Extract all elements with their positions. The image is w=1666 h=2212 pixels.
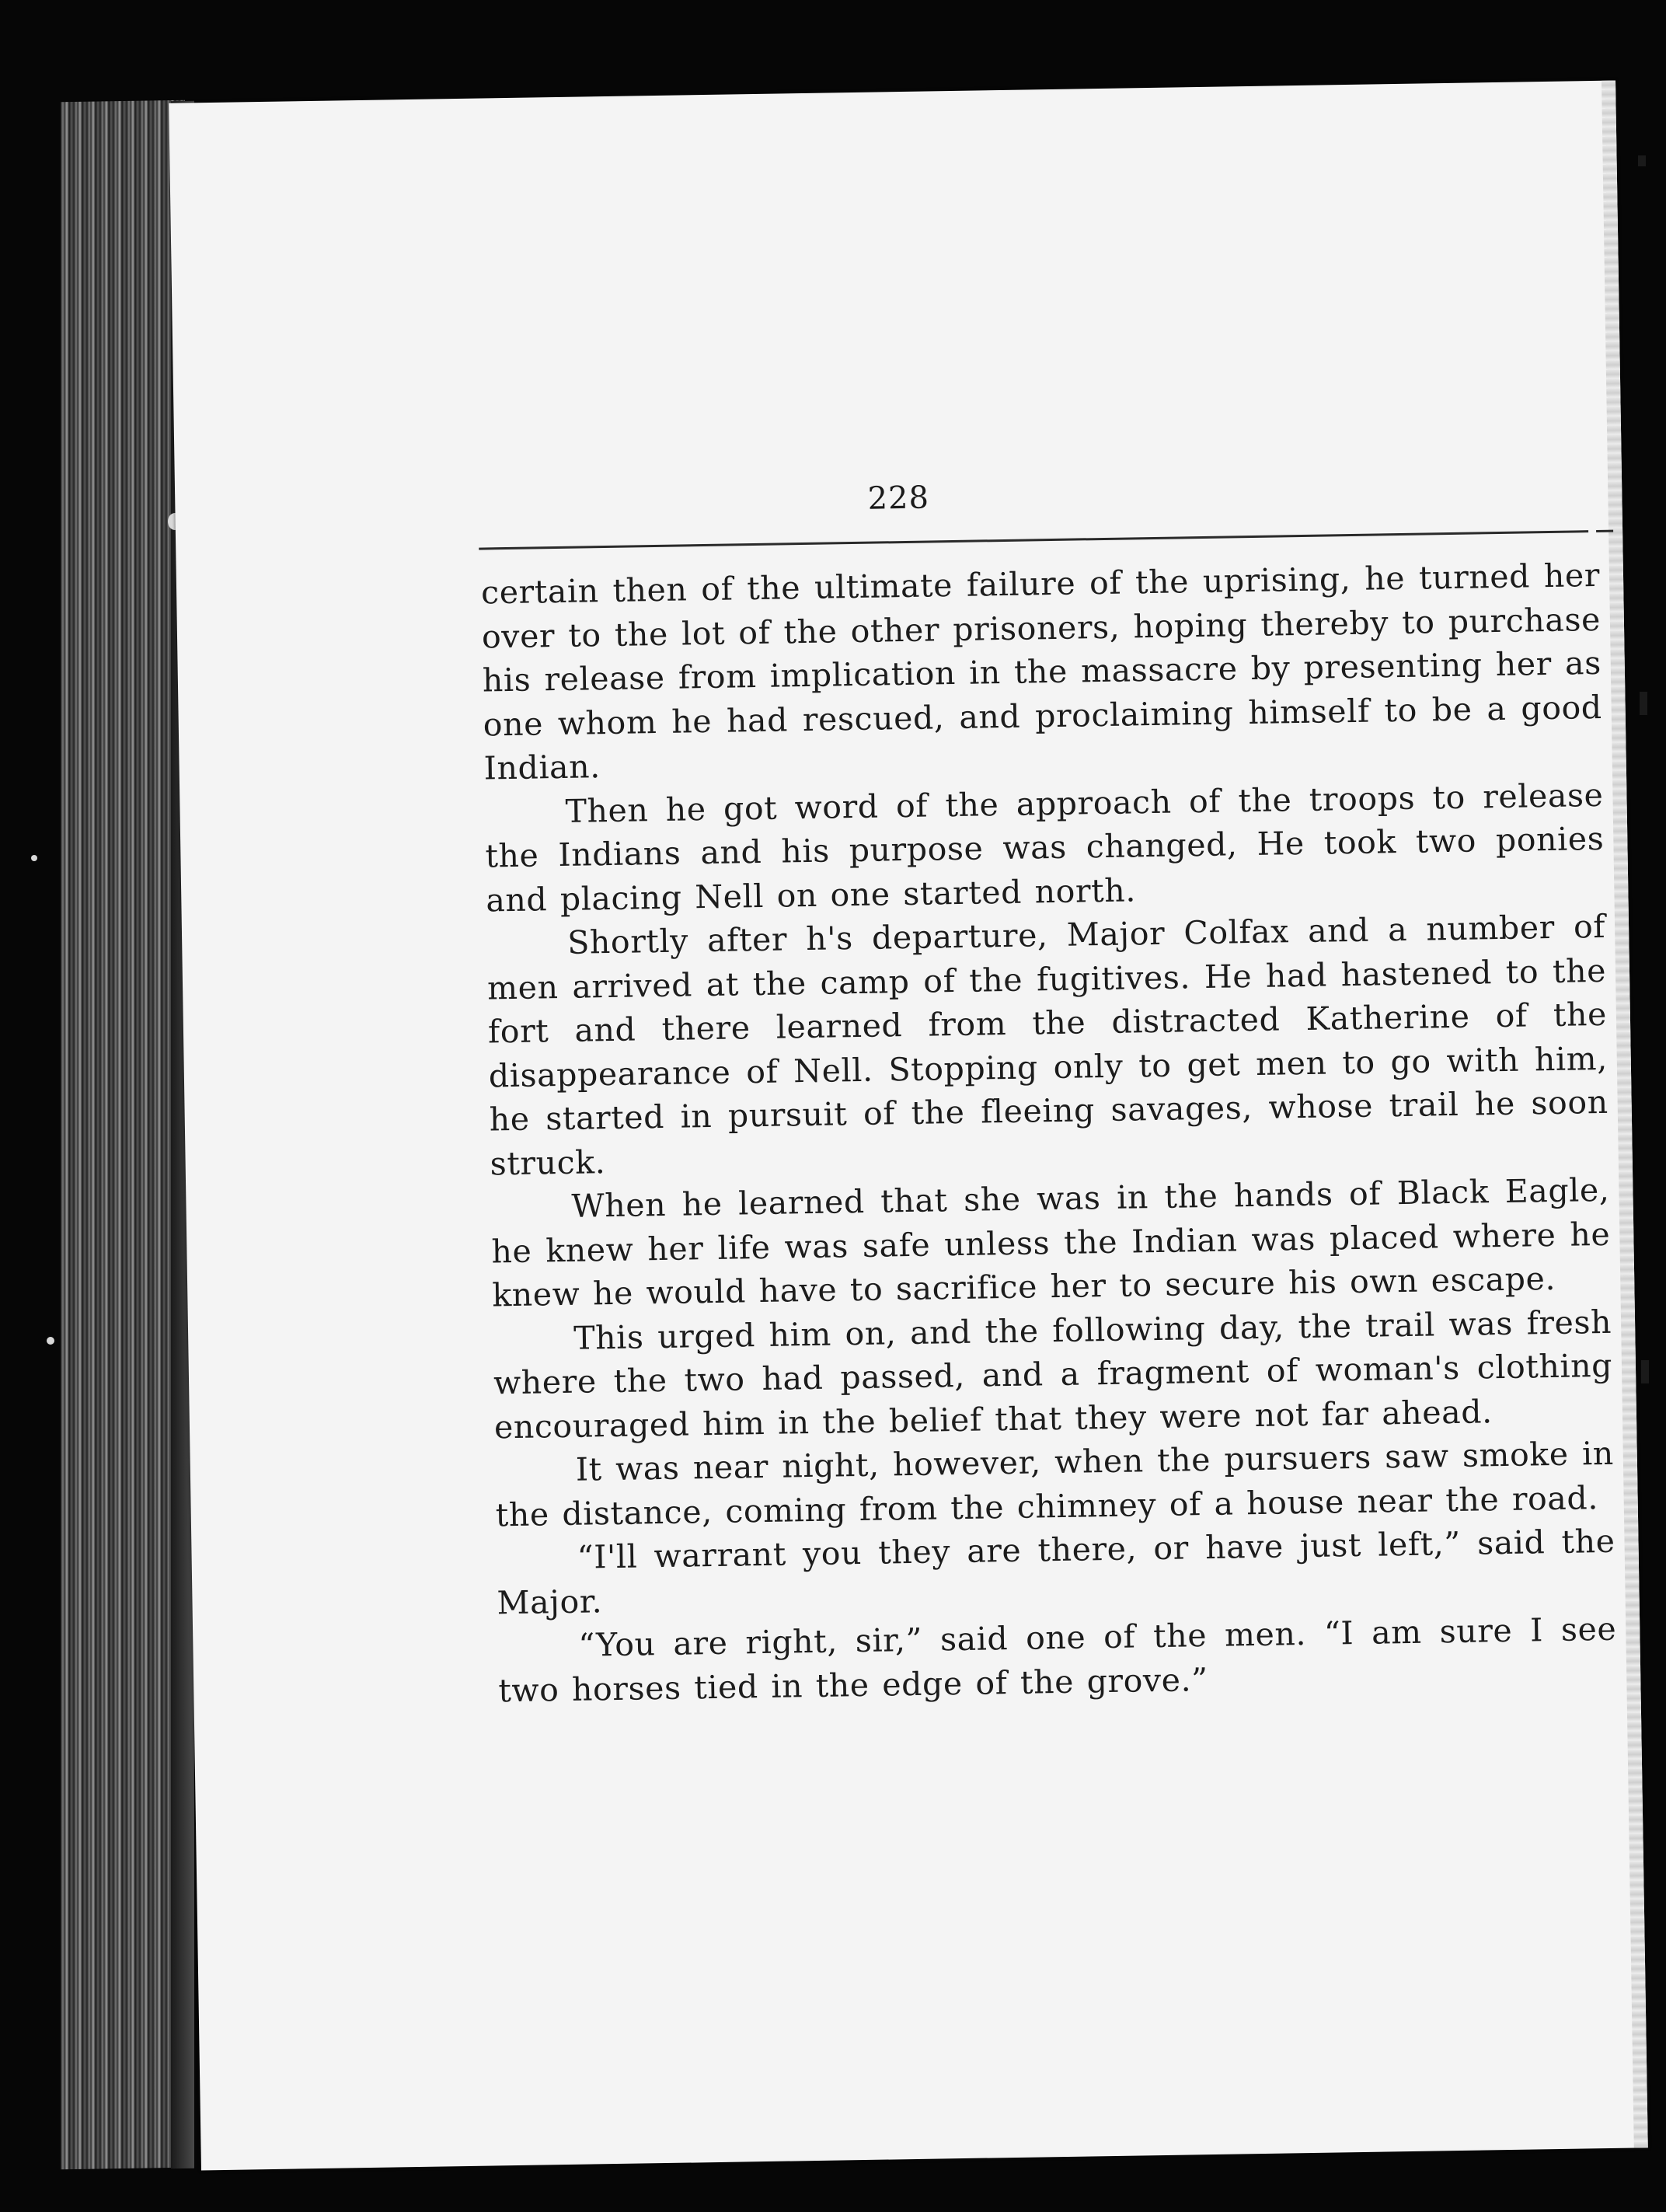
paragraph: When he learned that she was in the hands of Black Eagle, he knew her life was safe unless the Indian was placed where he knew he would have to sacrifice her to secure his own escape. xyxy=(491,1171,1611,1314)
dust-speck xyxy=(47,1337,54,1345)
book-page-edges xyxy=(61,100,185,2170)
paragraph: It was near night, however, when the pursuers saw smoke in the distance, coming from the chimney of a house near the road. xyxy=(495,1434,1615,1533)
header-rule xyxy=(479,530,1588,550)
paragraph: Shortly after h's departure, Major Colfax and a number of men arrived at the camp of the fugitives. He had hastened to the fort and there learned from the distracted Katherine of the disappearance of Nell. Stopping only to get men to go with him, he started in pursuit of the fleeing savages, whose trail he soon struck. xyxy=(486,907,1609,1182)
body-text xyxy=(481,553,1618,1712)
margin-mark xyxy=(1641,1360,1649,1383)
dust-speck xyxy=(31,855,37,861)
paragraph: “I'll warrant you they are there, or have just left,” said the Major. xyxy=(497,1522,1615,1621)
paragraph: certain then of the ultimate failure of the uprising, he turned her over to the lot of the other prisoners, hoping thereby to purchase his release from implication in the massacre by presenting her as one whom he had rescued, and proclaiming himself to be a good Indian. xyxy=(480,556,1603,787)
paragraph: Then he got word of the approach of the troops to release the Indians and his purpose was changed, He took two ponies and placing Nell on one started north. xyxy=(485,776,1605,919)
margin-mark xyxy=(1640,692,1647,715)
paragraph: “You are right, sir,” said one of the men. “I am sure I see two horses tied in the edge of the grove.” xyxy=(497,1610,1617,1709)
page-number: 228 xyxy=(867,480,930,517)
margin-mark xyxy=(1638,155,1646,166)
header-rule-tail xyxy=(1596,530,1613,532)
book-page xyxy=(169,81,1648,2171)
paragraph: This urged him on, and the following day, the trail was fresh where the two had passed, and a fragment of woman's clothing encouraged him in the belief that they were not far ahead. xyxy=(493,1303,1613,1446)
page-right-edge xyxy=(1602,81,1648,2148)
